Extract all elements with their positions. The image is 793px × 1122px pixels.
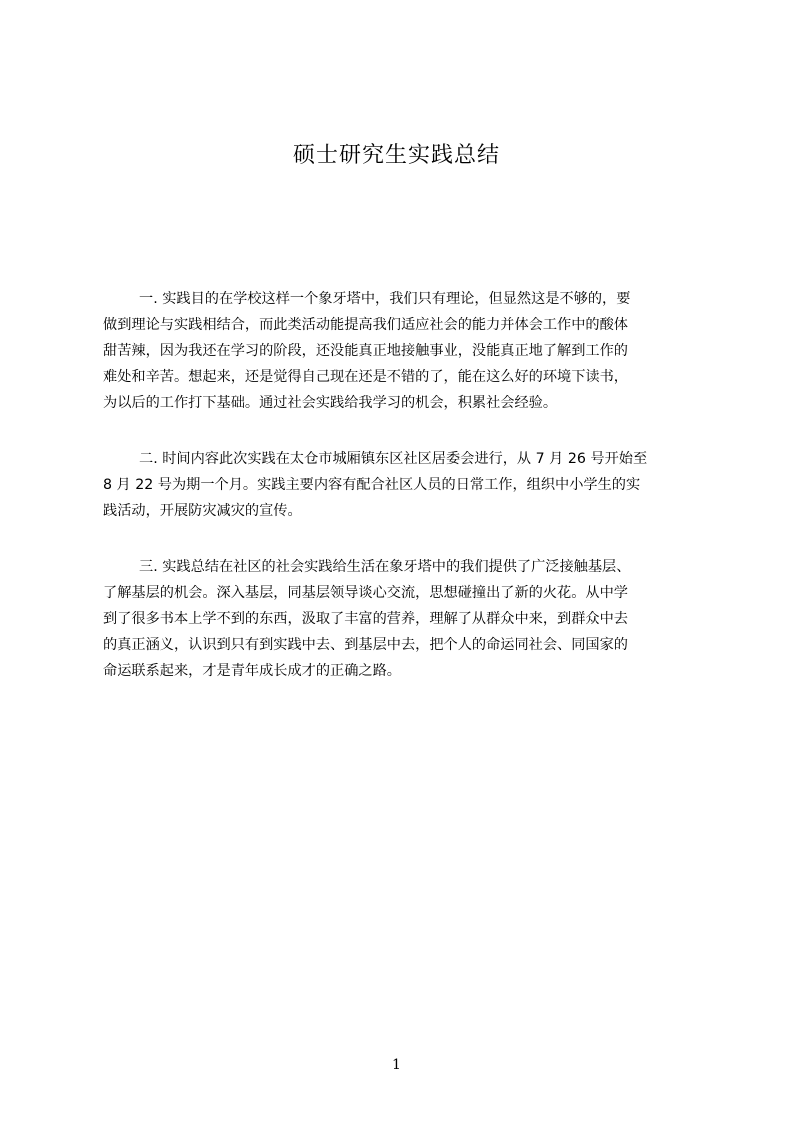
document-body [103, 286, 700, 714]
paragraph-purpose [103, 286, 700, 416]
text-line: 为以后的工作打下基础。通过社会实践给我学习的机会，积累社会经验。 [103, 395, 558, 411]
page-number: 1 [392, 1057, 401, 1073]
document-title: 硕士研究生实践总结 [292, 143, 500, 168]
text-line: 难处和辛苦。想起来，还是觉得自己现在还是不错的了，能在这么好的环境下读书， [103, 369, 628, 385]
paragraph-summary [103, 554, 700, 684]
text-line: 三. 实践总结在社区的社会实践给生活在象牙塔中的我们提供了广泛接触基层、 [139, 559, 631, 575]
text-line: 做到理论与实践相结合，而此类活动能提高我们适应社会的能力并体会工作中的酸体 [103, 317, 628, 333]
text-line: 践活动，开展防灾减灾的宣传。 [103, 503, 302, 519]
paragraph-time-content [103, 446, 700, 524]
text-line: 命运联系起来，才是青年成长成才的正确之路。 [103, 663, 401, 679]
text-line: 二. 时间内容此次实践在太仓市城厢镇东区社区居委会进行，从 7 月 26 号开始至 [139, 451, 648, 467]
text-line: 的真正涵义，认识到只有到实践中去、到基层中去，把个人的命运同社会、同国家的 [103, 637, 628, 653]
text-line: 了解基层的机会。深入基层，同基层领导谈心交流，思想碰撞出了新的火花。从中学 [103, 585, 628, 601]
text-line: 甜苦辣，因为我还在学习的阶段，还没能真正地接触事业，没能真正地了解到工作的 [103, 343, 628, 359]
text-line: 8 月 22 号为期一个月。实践主要内容有配合社区人员的日常工作，组织中小学生的实 [103, 477, 641, 493]
text-line: 到了很多书本上学不到的东西，汲取了丰富的营养，理解了从群众中来，到群众中去 [103, 611, 628, 627]
text-line: 一. 实践目的在学校这样一个象牙塔中，我们只有理论，但显然这是不够的，要 [139, 291, 631, 307]
